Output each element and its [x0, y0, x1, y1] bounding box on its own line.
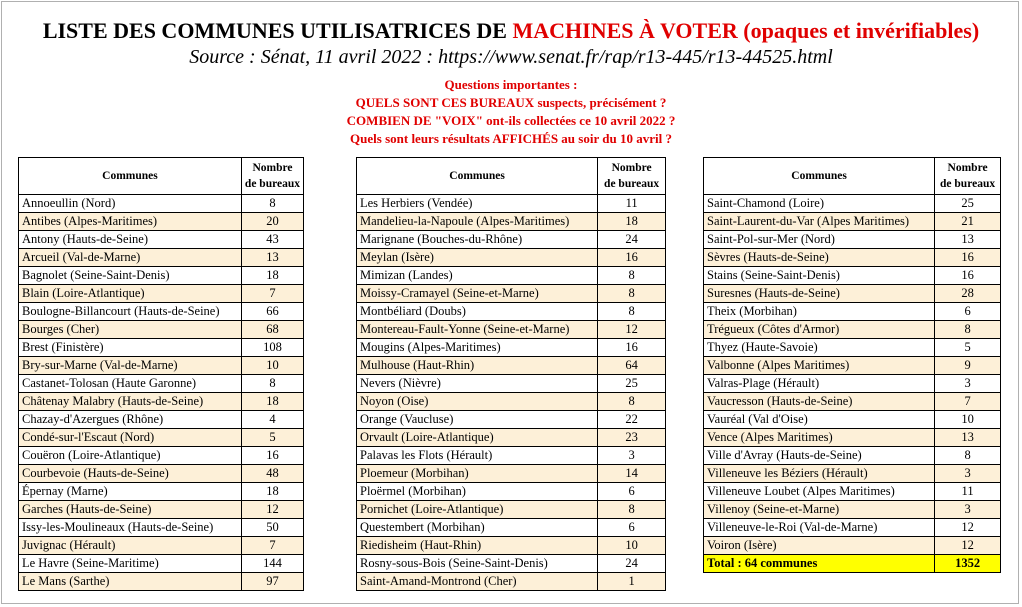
commune-name: Issy-les-Moulineaux (Hauts-de-Seine) [19, 519, 242, 537]
commune-name: Mandelieu-la-Napoule (Alpes-Maritimes) [357, 213, 598, 231]
bureau-count: 8 [241, 375, 303, 393]
table-row [19, 195, 304, 213]
commune-name: Saint-Laurent-du-Var (Alpes Maritimes) [704, 213, 935, 231]
page-title [0, 18, 1022, 44]
table-row [357, 555, 666, 573]
table-row [357, 285, 666, 303]
table-row [704, 429, 1001, 447]
commune-name: Villeneuve-le-Roi (Val-de-Marne) [704, 519, 935, 537]
bureau-count: 8 [598, 393, 666, 411]
table-row [357, 375, 666, 393]
bureau-count: 24 [598, 555, 666, 573]
table-row [19, 303, 304, 321]
bureau-count: 16 [935, 249, 1001, 267]
table-row [704, 285, 1001, 303]
commune-name: Châtenay Malabry (Hauts-de-Seine) [19, 393, 242, 411]
table-row [357, 411, 666, 429]
table-row [357, 501, 666, 519]
table-row [357, 537, 666, 555]
bureau-count: 3 [935, 501, 1001, 519]
table-row [704, 393, 1001, 411]
header-line: de bureaux [940, 178, 996, 190]
table-row [19, 501, 304, 519]
table-row [357, 303, 666, 321]
commune-name: Ville d'Avray (Hauts-de-Seine) [704, 447, 935, 465]
total-value: 1352 [935, 555, 1001, 573]
bureau-count: 10 [935, 411, 1001, 429]
table-row [704, 501, 1001, 519]
bureau-count: 8 [598, 267, 666, 285]
table-row [19, 285, 304, 303]
table-row [357, 357, 666, 375]
table-row [357, 465, 666, 483]
bureau-count: 97 [241, 573, 303, 591]
table-row [19, 465, 304, 483]
bureau-count: 13 [935, 429, 1001, 447]
title-main: LISTE DES COMMUNES UTILISATRICES DE [42, 18, 513, 43]
bureau-count: 16 [241, 447, 303, 465]
bureau-count: 11 [598, 195, 666, 213]
table-row [704, 231, 1001, 249]
commune-name: Vauréal (Val d'Oise) [704, 411, 935, 429]
commune-name: Nevers (Nièvre) [357, 375, 598, 393]
bureau-count: 3 [935, 375, 1001, 393]
bureau-count: 8 [241, 195, 303, 213]
table-row [357, 483, 666, 501]
bureau-count: 66 [241, 303, 303, 321]
table-row [19, 519, 304, 537]
commune-name: Bagnolet (Seine-Saint-Denis) [19, 267, 242, 285]
bureau-count: 18 [598, 213, 666, 231]
table-row [357, 249, 666, 267]
commune-name: Saint-Amand-Montrond (Cher) [357, 573, 598, 591]
table-row [704, 249, 1001, 267]
bureau-count: 7 [241, 537, 303, 555]
commune-name: Bry-sur-Marne (Val-de-Marne) [19, 357, 242, 375]
bureau-count: 20 [241, 213, 303, 231]
commune-name: Rosny-sous-Bois (Seine-Saint-Denis) [357, 555, 598, 573]
commune-name: Arcueil (Val-de-Marne) [19, 249, 242, 267]
commune-name: Mougins (Alpes-Maritimes) [357, 339, 598, 357]
commune-name: Courbevoie (Hauts-de-Seine) [19, 465, 242, 483]
bureau-count: 13 [935, 231, 1001, 249]
bureau-count: 3 [935, 465, 1001, 483]
commune-name: Montereau-Fault-Yonne (Seine-et-Marne) [357, 321, 598, 339]
bureau-count: 7 [241, 285, 303, 303]
commune-name: Villenoy (Seine-et-Marne) [704, 501, 935, 519]
commune-name: Couëron (Loire-Atlantique) [19, 447, 242, 465]
table-row [704, 213, 1001, 231]
table-row [19, 249, 304, 267]
commune-name: Chazay-d'Azergues (Rhône) [19, 411, 242, 429]
table-row [704, 537, 1001, 555]
bureau-count: 14 [598, 465, 666, 483]
commune-name: Le Havre (Seine-Maritime) [19, 555, 242, 573]
table-row [357, 195, 666, 213]
table-row [357, 447, 666, 465]
bureau-count: 1 [598, 573, 666, 591]
bureau-count: 8 [598, 285, 666, 303]
table-row [19, 573, 304, 591]
bureau-count: 3 [598, 447, 666, 465]
table-row [19, 321, 304, 339]
bureau-count: 7 [935, 393, 1001, 411]
commune-name: Blain (Loire-Atlantique) [19, 285, 242, 303]
commune-name: Marignane (Bouches-du-Rhône) [357, 231, 598, 249]
table-row [357, 267, 666, 285]
bureau-count: 12 [935, 519, 1001, 537]
question-line: QUELS SONT CES BUREAUX suspects, précisément ? [355, 95, 667, 110]
commune-name: Vence (Alpes Maritimes) [704, 429, 935, 447]
commune-name: Suresnes (Hauts-de-Seine) [704, 285, 935, 303]
question-heading: Questions importantes : [444, 77, 578, 92]
table-row [704, 339, 1001, 357]
commune-name: Valras-Plage (Hérault) [704, 375, 935, 393]
bureau-count: 6 [598, 519, 666, 537]
column-header-bureaux [935, 158, 1001, 195]
commune-name: Saint-Pol-sur-Mer (Nord) [704, 231, 935, 249]
questions-block [0, 76, 1022, 148]
header-line: Nombre [947, 162, 988, 174]
commune-name: Villeneuve les Béziers (Hérault) [704, 465, 935, 483]
bureau-count: 12 [241, 501, 303, 519]
bureau-count: 108 [241, 339, 303, 357]
table-row [19, 393, 304, 411]
bureau-count: 28 [935, 285, 1001, 303]
column-header-communes: Communes [357, 158, 598, 195]
bureau-count: 23 [598, 429, 666, 447]
header-line: Nombre [611, 162, 652, 174]
table-row [19, 483, 304, 501]
commune-name: Juvignac (Hérault) [19, 537, 242, 555]
commune-name: Antibes (Alpes-Maritimes) [19, 213, 242, 231]
commune-name: Meylan (Isère) [357, 249, 598, 267]
table-row [19, 231, 304, 249]
table-row [19, 447, 304, 465]
table-row [704, 483, 1001, 501]
commune-name: Sèvres (Hauts-de-Seine) [704, 249, 935, 267]
column-header-communes: Communes [19, 158, 242, 195]
commune-name: Pornichet (Loire-Atlantique) [357, 501, 598, 519]
bureau-count: 8 [598, 303, 666, 321]
table-row [704, 519, 1001, 537]
table-row [19, 213, 304, 231]
bureau-count: 16 [598, 249, 666, 267]
bureau-count: 8 [935, 321, 1001, 339]
bureau-count: 13 [241, 249, 303, 267]
bureau-count: 18 [241, 267, 303, 285]
table-row [704, 321, 1001, 339]
bureau-count: 9 [935, 357, 1001, 375]
question-line: COMBIEN DE "VOIX" ont-ils collectées ce 10 avril 2022 ? [346, 113, 676, 128]
header-line: Nombre [252, 162, 293, 174]
commune-name: Le Mans (Sarthe) [19, 573, 242, 591]
bureau-count: 16 [935, 267, 1001, 285]
commune-name: Noyon (Oise) [357, 393, 598, 411]
commune-name: Questembert (Morbihan) [357, 519, 598, 537]
table-row [357, 339, 666, 357]
commune-name: Vaucresson (Hauts-de-Seine) [704, 393, 935, 411]
bureau-count: 5 [935, 339, 1001, 357]
commune-name: Riedisheim (Haut-Rhin) [357, 537, 598, 555]
table-row [704, 195, 1001, 213]
table-row [704, 465, 1001, 483]
source-line: Source : Sénat, 11 avril 2022 : https://www.senat.fr/rap/r13-445/r13-44525.html [189, 46, 833, 68]
title-highlight: MACHINES À VOTER (opaques et invérifiables) [512, 18, 980, 43]
table-row [357, 321, 666, 339]
communes-table-1 [18, 157, 304, 591]
bureau-count: 6 [598, 483, 666, 501]
bureau-count: 6 [935, 303, 1001, 321]
commune-name: Saint-Chamond (Loire) [704, 195, 935, 213]
commune-name: Voiron (Isère) [704, 537, 935, 555]
commune-name: Stains (Seine-Saint-Denis) [704, 267, 935, 285]
bureau-count: 48 [241, 465, 303, 483]
commune-name: Les Herbiers (Vendée) [357, 195, 598, 213]
table-row [19, 267, 304, 285]
header-line: de bureaux [244, 178, 300, 190]
table-row [357, 393, 666, 411]
commune-name: Boulogne-Billancourt (Hauts-de-Seine) [19, 303, 242, 321]
commune-name: Mimizan (Landes) [357, 267, 598, 285]
commune-name: Orvault (Loire-Atlantique) [357, 429, 598, 447]
commune-name: Valbonne (Alpes Maritimes) [704, 357, 935, 375]
commune-name: Annoeullin (Nord) [19, 195, 242, 213]
column-header-bureaux [598, 158, 666, 195]
table-row [357, 519, 666, 537]
commune-name: Trégueux (Côtes d'Armor) [704, 321, 935, 339]
communes-table-2 [356, 157, 666, 591]
commune-name: Épernay (Marne) [19, 483, 242, 501]
table-row [19, 339, 304, 357]
commune-name: Orange (Vaucluse) [357, 411, 598, 429]
total-row [704, 555, 1001, 573]
bureau-count: 68 [241, 321, 303, 339]
bureau-count: 10 [598, 537, 666, 555]
bureau-count: 10 [241, 357, 303, 375]
commune-name: Castanet-Tolosan (Haute Garonne) [19, 375, 242, 393]
commune-name: Antony (Hauts-de-Seine) [19, 231, 242, 249]
commune-name: Bourges (Cher) [19, 321, 242, 339]
table-row [704, 411, 1001, 429]
bureau-count: 144 [241, 555, 303, 573]
table-row [704, 447, 1001, 465]
communes-table-3 [703, 157, 1001, 573]
commune-name: Moissy-Cramayel (Seine-et-Marne) [357, 285, 598, 303]
commune-name: Palavas les Flots (Hérault) [357, 447, 598, 465]
bureau-count: 11 [935, 483, 1001, 501]
table-row [357, 231, 666, 249]
table-row [357, 429, 666, 447]
bureau-count: 5 [241, 429, 303, 447]
table-row [19, 429, 304, 447]
question-line: Quels sont leurs résultats AFFICHÉS au soir du 10 avril ? [350, 131, 672, 146]
table-row [19, 357, 304, 375]
commune-name: Condé-sur-l'Escaut (Nord) [19, 429, 242, 447]
table-row [19, 411, 304, 429]
header-line: de bureaux [604, 178, 660, 190]
table-row [357, 573, 666, 591]
column-header-communes: Communes [704, 158, 935, 195]
table-row [19, 537, 304, 555]
bureau-count: 50 [241, 519, 303, 537]
bureau-count: 22 [598, 411, 666, 429]
table-row [704, 267, 1001, 285]
commune-name: Brest (Finistère) [19, 339, 242, 357]
commune-name: Theix (Morbihan) [704, 303, 935, 321]
bureau-count: 18 [241, 393, 303, 411]
commune-name: Mulhouse (Haut-Rhin) [357, 357, 598, 375]
bureau-count: 25 [935, 195, 1001, 213]
bureau-count: 4 [241, 411, 303, 429]
bureau-count: 64 [598, 357, 666, 375]
bureau-count: 12 [598, 321, 666, 339]
bureau-count: 43 [241, 231, 303, 249]
table-row [19, 375, 304, 393]
bureau-count: 12 [935, 537, 1001, 555]
bureau-count: 8 [935, 447, 1001, 465]
bureau-count: 16 [598, 339, 666, 357]
bureau-count: 18 [241, 483, 303, 501]
column-header-bureaux [241, 158, 303, 195]
table-row [19, 555, 304, 573]
total-label: Total : 64 communes [704, 555, 935, 573]
bureau-count: 24 [598, 231, 666, 249]
commune-name: Villeneuve Loubet (Alpes Maritimes) [704, 483, 935, 501]
table-row [704, 375, 1001, 393]
table-row [704, 303, 1001, 321]
table-row [357, 213, 666, 231]
commune-name: Ploërmel (Morbihan) [357, 483, 598, 501]
bureau-count: 25 [598, 375, 666, 393]
bureau-count: 8 [598, 501, 666, 519]
table-row [704, 357, 1001, 375]
commune-name: Garches (Hauts-de-Seine) [19, 501, 242, 519]
commune-name: Montbéliard (Doubs) [357, 303, 598, 321]
commune-name: Thyez (Haute-Savoie) [704, 339, 935, 357]
commune-name: Ploemeur (Morbihan) [357, 465, 598, 483]
bureau-count: 21 [935, 213, 1001, 231]
